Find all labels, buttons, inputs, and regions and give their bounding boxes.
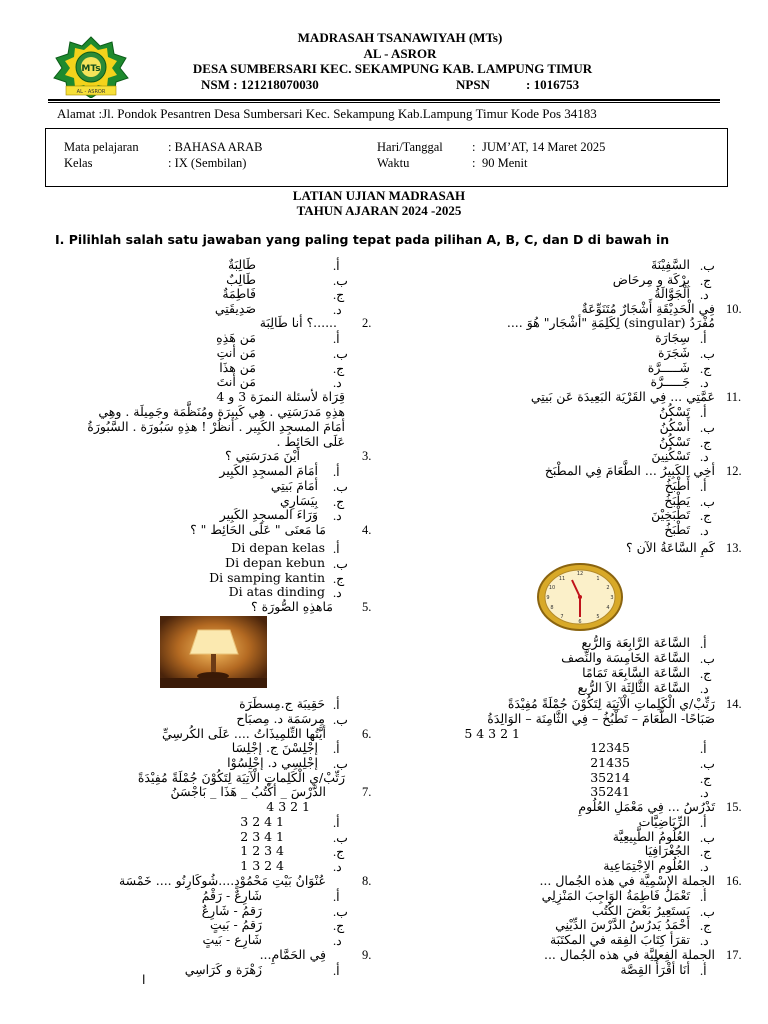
option-text: وَرَاءَ المسجِدِ الكَبِير: [219, 507, 318, 522]
question-text: هذِهِ مَدرَسَتِي . هِي كَبِيرَة ومُنَظَّمَة وجَمِيلَة . وهِي: [98, 404, 345, 419]
option-marker: ب.: [333, 713, 348, 727]
option-text: شَجَرَة: [658, 345, 690, 360]
question-number: 17.: [726, 948, 742, 962]
option-text: بِرْكَة و مِرحَاض: [612, 272, 690, 287]
option-text: السَّاعَة الرَّابِعَة وَالرُّبع: [581, 635, 690, 650]
question-number: 16.: [726, 874, 742, 888]
option-marker: ب.: [700, 259, 715, 273]
option-text: رَقمُ - شَارِعٌ: [201, 903, 262, 918]
option-marker: أ.: [700, 742, 707, 756]
time-label: Waktu: [377, 156, 410, 170]
option-text: حَقِيبَة ج.مِسطَرَة: [239, 696, 325, 711]
option-marker: ج.: [700, 919, 712, 933]
question-number: 3.: [362, 449, 372, 463]
svg-text:1: 1: [596, 576, 600, 582]
option-marker: أ.: [333, 816, 340, 830]
option-marker: د.: [333, 303, 342, 317]
question-number: 4.: [362, 523, 372, 537]
option-text: Di depan kelas: [231, 540, 325, 555]
option-marker: د.: [700, 786, 709, 800]
option-text: صَدِيقَتِي: [214, 301, 256, 316]
option-marker: ب.: [700, 652, 715, 666]
option-text: الجُغْرَافِيَا: [644, 843, 690, 858]
day-colon: :: [472, 140, 476, 154]
option-text: تَسْكُنِينَ: [651, 448, 690, 463]
header-divider: [48, 99, 720, 103]
question-number: 9.: [362, 948, 372, 962]
option-text: طَالِبٌ: [226, 272, 256, 287]
option-text: مَن أنتَ: [216, 374, 256, 389]
question-text: الدَّرْسَ _ أكْتُبُ _ هَذَا _ بَاجْسَنُ: [170, 784, 326, 799]
option-text: تَطْبَخِيْنَ: [651, 507, 690, 522]
svg-text:MTs: MTs: [81, 64, 101, 74]
option-marker: د.: [700, 288, 709, 302]
npsn-label: NPSN: [456, 77, 490, 92]
option-marker: ج.: [700, 845, 712, 859]
option-marker: ب.: [700, 421, 715, 435]
option-text: Di atas dinding: [228, 584, 325, 599]
option-text: 1 2 3 4: [240, 843, 284, 858]
option-text: زَهْرَة و كَرَاسِي: [184, 962, 262, 977]
option-marker: ج.: [333, 845, 345, 859]
option-marker: د.: [333, 376, 342, 390]
option-text: العُلُومُ الطَّبِيعِيَّة: [612, 829, 690, 844]
option-marker: أ.: [333, 465, 340, 479]
question-text: مَا مَعنَى " عَلَى الحَائِط " ؟: [190, 522, 326, 537]
option-marker: ج.: [333, 288, 345, 302]
option-text: إجْلِسِي د. إجْلِسُوْا: [227, 755, 318, 770]
day-value: JUM’AT, 14 Maret 2025: [482, 140, 606, 154]
option-text: بِيَسَارِي: [279, 493, 318, 508]
option-text: أمَامَ بَيتِي: [270, 478, 318, 493]
option-marker: د.: [333, 934, 342, 948]
time-value: 90 Menit: [482, 156, 528, 170]
option-text: أمَامَ المسجِدِ الكَبِير: [219, 463, 318, 478]
option-marker: ب.: [700, 831, 715, 845]
option-text: Di depan kebun: [225, 555, 325, 570]
option-marker: أ.: [333, 964, 340, 978]
school-type: MADRASAH TSANAWIYAH (MTs): [297, 30, 503, 45]
nsm: NSM : 121218070030: [201, 77, 319, 92]
option-marker: أ.: [700, 332, 707, 346]
option-marker: ج.: [700, 509, 712, 523]
svg-text:9: 9: [546, 595, 550, 601]
option-marker: د.: [700, 934, 709, 948]
option-text: شَـــــرَّة: [647, 360, 690, 375]
option-marker: ب.: [333, 757, 348, 771]
option-text: تقرَأ كِتَابَ الفِقه في المكتَبَة: [549, 932, 690, 947]
question-text: أخِي الكَبِيرُ ... الطَّعَامَ فِي المطْبَخ: [544, 463, 715, 478]
option-text: إجْلِسْنَ ج. إجْلِسَا: [231, 740, 318, 755]
option-marker: ج.: [333, 495, 345, 509]
option-marker: ب.: [333, 831, 348, 845]
option-marker: ج.: [700, 667, 712, 681]
option-marker: أ.: [333, 259, 340, 273]
option-text: فَاطِمَةٌ: [222, 286, 256, 301]
option-text: 12345: [590, 740, 630, 755]
question-number: 10.: [726, 302, 742, 316]
option-text: تَطْبَخُ: [664, 522, 690, 537]
question-text: صَبَاحًا- الطَّعَامَ – تَطْبُخُ – فِي الثَّامِنَة – الوَالِدَةُ: [487, 711, 715, 726]
option-text: السَّاعَة الثَّالِثَة الاَ الرُّبع: [577, 680, 690, 695]
option-marker: أ.: [700, 816, 707, 830]
question-number: 14.: [726, 697, 742, 711]
question-text: عَمَّتِي ... فِي القَرْيَة البَعِيدَة عَن بَيتِي: [530, 389, 715, 404]
option-text: 35214: [590, 770, 630, 785]
question-text: تَدْرُسُ ... فِي مَعْمَلِ العُلُومِ: [578, 799, 715, 814]
question-text: مَاهذِهِ الصُّورَة ؟: [251, 599, 333, 614]
school-address: DESA SUMBERSARI KEC. SEKAMPUNG KAB. LAMPUNG TIMUR: [192, 61, 593, 76]
option-text: أَسْكُنُ: [659, 419, 690, 434]
svg-text:6: 6: [578, 619, 582, 625]
option-marker: أ.: [333, 542, 340, 556]
option-marker: أ.: [700, 637, 707, 651]
option-marker: أ.: [333, 742, 340, 756]
question-text: فِي الحَمَّامِ...: [259, 947, 326, 962]
question-text: الجملة الإسْمِيَّة في هذه الجُمال ...: [539, 873, 715, 888]
svg-text:2: 2: [606, 585, 610, 591]
option-marker: ب.: [333, 557, 348, 571]
option-marker: ب.: [700, 347, 715, 361]
question-number: 2.: [362, 316, 372, 330]
option-text: مَن أنتِ: [216, 345, 256, 360]
option-marker: د.: [333, 586, 342, 600]
full-address: Alamat :Jl. Pondok Pesantren Desa Sumbersari Kec. Sekampung Kab.Lampung Timur Kode Pos 34183: [57, 106, 597, 121]
option-text: يَستَعِيرُ بَعْضَ الكُتُب: [591, 903, 690, 918]
svg-text:AL - ASROR: AL - ASROR: [76, 89, 106, 95]
option-marker: ج.: [333, 362, 345, 376]
option-text: 35241: [590, 784, 630, 799]
question-text: أيَّتُها التِّلمِيذَاتُ .... عَلَى الكُرسِيِّ: [161, 726, 326, 741]
option-marker: أ.: [333, 890, 340, 904]
option-marker: ب.: [700, 495, 715, 509]
option-marker: د.: [333, 860, 342, 874]
option-text: تَسْكُنُ: [658, 434, 690, 449]
option-text: سِجَارَة: [655, 330, 690, 345]
question-number: 7.: [362, 785, 372, 799]
question-text: عُنْوَانُ بَيْتِ مَحْمُوْدٍ....شُوكَارِنُو .... خَمْسَة: [118, 873, 326, 888]
option-text: تَعْمَلُ فَاطِمَةُ الوَاجِبَ المَنْزِلِي: [541, 888, 690, 903]
exam-year: TAHUN AJARAN 2024 -2025: [296, 203, 462, 218]
option-marker: أ.: [333, 698, 340, 712]
option-text: رَقمُ - بَيتٍ: [209, 917, 262, 932]
option-text: مَن هَذِهِ: [216, 330, 256, 345]
svg-text:10: 10: [548, 585, 556, 591]
question-text: ......؟ أنا طَالِبَة: [259, 315, 337, 330]
option-text: 21435: [590, 755, 630, 770]
subject-label: Mata pelajaran: [64, 140, 139, 154]
option-marker: ج.: [333, 572, 345, 586]
class-label: Kelas: [64, 156, 93, 170]
option-marker: أ.: [700, 964, 707, 978]
option-marker: ج.: [700, 772, 712, 786]
option-text: مِرسَمَة د. مِصبَاح: [236, 711, 325, 726]
option-text: السَّاعَة السَّابِعَة تَمَامًا: [582, 665, 690, 680]
option-text: أحْمَدُ يَدرُسُ الدَّرْسَ الدِّيْنِي: [555, 917, 690, 932]
svg-text:12: 12: [576, 571, 584, 577]
option-marker: أ.: [700, 890, 707, 904]
option-marker: ج.: [333, 919, 345, 933]
question-number: 8.: [362, 874, 372, 888]
option-text: يَطْبَخُ: [664, 493, 690, 508]
question-text: فِي الْحَدِيْقَةِ أَشْجَارٌ مُتَنَوِّعَةٌ: [581, 301, 715, 316]
option-text: شَارِعٌ - رَقْمُ: [201, 888, 262, 903]
question-text: عَلَى الحَائِط .: [276, 434, 345, 449]
svg-text:7: 7: [560, 614, 564, 620]
option-text: شَارِع - بَيتٍ: [202, 932, 262, 947]
option-marker: ج.: [700, 436, 712, 450]
question-number: 13.: [726, 541, 742, 555]
option-text: Di samping kantin: [209, 570, 325, 585]
svg-text:11: 11: [558, 576, 566, 582]
clock-image: [536, 562, 624, 632]
question-text: أمَامَ المسجِدِ الكَبِير . أنظُرْ ! هذِهِ سَبُورَة . السَّبُورَةُ: [87, 419, 345, 434]
svg-text:4: 4: [606, 605, 610, 611]
option-text: الْجَوَّالَةُ: [654, 286, 690, 301]
question-number: 15.: [726, 800, 742, 814]
class-value: : IX (Sembilan): [168, 156, 247, 170]
question-text: أيْنَ مَدرَسَتِي ؟: [224, 448, 300, 463]
day-label: Hari/Tanggal: [377, 140, 443, 154]
svg-text:5: 5: [596, 614, 600, 620]
question-number: 5.: [362, 600, 372, 614]
option-marker: ب.: [700, 757, 715, 771]
option-marker: د.: [700, 450, 709, 464]
svg-text:8: 8: [550, 605, 554, 611]
question-number: 12.: [726, 464, 742, 478]
option-marker: د.: [333, 509, 342, 523]
option-marker: ج.: [700, 362, 712, 376]
option-marker: ج.: [700, 274, 712, 288]
option-text: تَسْكُنُ: [658, 404, 690, 419]
school-name: AL - ASROR: [363, 46, 437, 61]
svg-text:3: 3: [610, 595, 614, 601]
time-colon: :: [472, 156, 476, 170]
question-text: قِرَاة لأسئلة النمرَة 3 و 4: [216, 389, 345, 404]
option-marker: أ.: [700, 480, 707, 494]
option-text: 4 3 2 1: [266, 799, 310, 814]
question-text: رَتِّبْ/ي الْكَلِماتِ الْآتِيَة لِتَكُوْنَ جُمْلَةً مُفِيْدَةً: [507, 696, 715, 711]
npsn-value: : 1016753: [526, 77, 580, 92]
question-text: الجملة الفِعلِيَّة في هذه الجُمال ...: [543, 947, 715, 962]
subject-value: : BAHASA ARAB: [168, 140, 263, 154]
left-tail-mark: ا: [142, 972, 146, 987]
instruction: I. Pilihlah salah satu jawaban yang paling tepat pada pilihan A, B, C, dan D di bawah in: [55, 232, 670, 247]
option-text: طَالِبَةٌ: [227, 257, 256, 272]
exam-title: LATIAN UJIAN MADRASAH: [292, 188, 466, 203]
option-text: أَطْبَخُ: [664, 478, 690, 493]
option-text: السَّاعَة الخَامِسَة والنِّصف: [561, 650, 690, 665]
option-marker: ب.: [333, 274, 348, 288]
option-text: الرِّيَاضِيَّات: [638, 814, 690, 829]
option-text: 3 2 4 1: [240, 814, 284, 829]
option-marker: د.: [700, 524, 709, 538]
option-marker: أ.: [700, 406, 707, 420]
option-marker: د.: [700, 860, 709, 874]
question-text: مُفْرَدُ (singular) لِكَلِمَةِ "أشْجَار" هُوَ ....: [506, 315, 715, 330]
option-marker: ب.: [700, 905, 715, 919]
option-marker: ب.: [333, 347, 348, 361]
option-text: مَن هذَا: [219, 360, 256, 375]
question-number: 6.: [362, 727, 372, 741]
option-text: 2 3 4 1: [240, 829, 284, 844]
question-number: 11.: [726, 390, 742, 404]
option-marker: د.: [700, 682, 709, 696]
lamp-image: [160, 616, 267, 688]
option-marker: ب.: [333, 905, 348, 919]
question-text: كَمِ السَّاعَةُ الآن ؟: [625, 540, 715, 555]
question-text: رَتِّبْ/ي الْكَلِماتِ الْآتِيَة لِتَكُوْنَ جُمْلَةً مُفِيْدَةً: [137, 770, 345, 785]
option-marker: ب.: [333, 480, 348, 494]
option-text: العُلُوم الاِجْتِمَاعِية: [603, 858, 690, 873]
option-text: 5 4 3 2 1: [464, 726, 520, 741]
option-text: جَـــــرَّة: [650, 374, 690, 389]
option-marker: أ.: [333, 332, 340, 346]
option-marker: د.: [700, 376, 709, 390]
option-text: أنَا أقْرَأُ القِصَّة: [620, 962, 690, 977]
option-text: السَّفِيْنَةَ: [650, 257, 690, 272]
option-text: 1 3 2 4: [240, 858, 284, 873]
